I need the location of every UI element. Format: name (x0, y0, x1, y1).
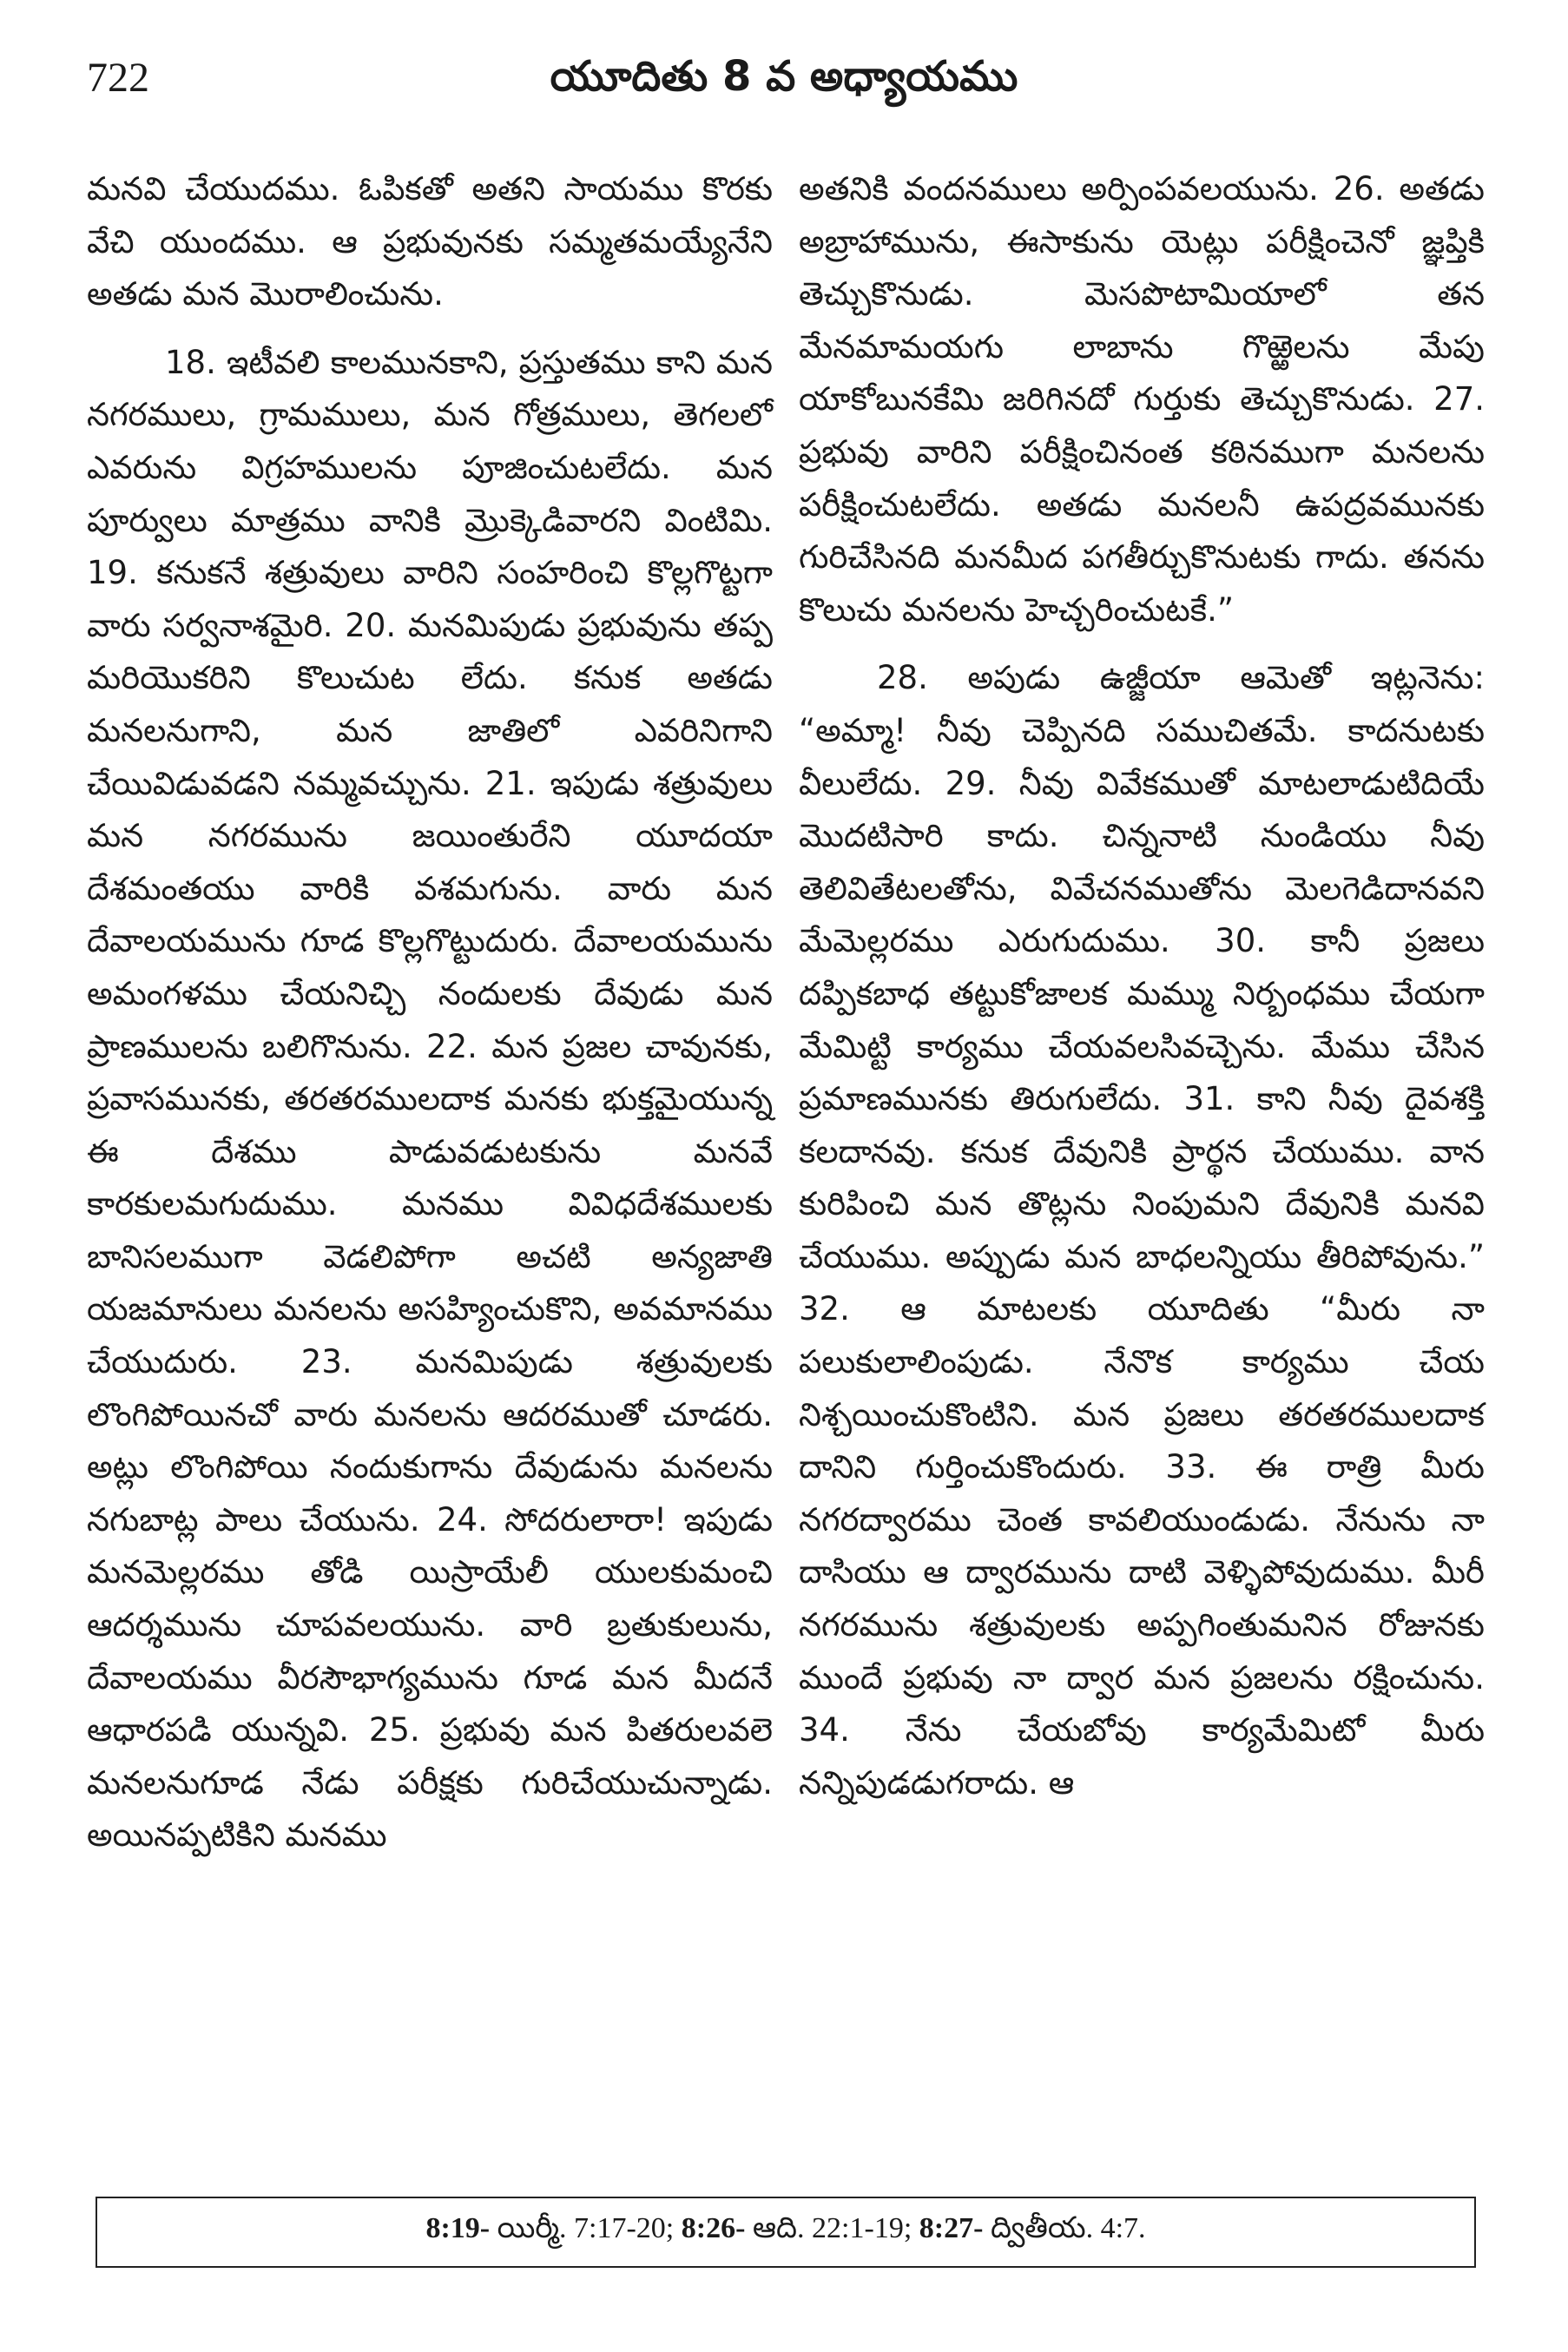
footnote-text: యిర్మీ. 7:17-20; (490, 2212, 682, 2244)
footnote-ref: 8:19- (425, 2212, 491, 2244)
footnote-text: ద్వితీయ. 4:7. (983, 2212, 1146, 2244)
footnote-text: ఆది. 22:1-19; (745, 2212, 919, 2244)
footnote-ref: 8:27- (919, 2212, 984, 2244)
cross-reference-footnote (96, 2197, 1476, 2268)
paragraph: అతనికి వందనములు అర్పింపవలయును. 26. అతడు అబ్రాహామును, ఈసాకును యెట్లు పరీక్షించెనో జ్ఞప్తికి తెచ్చుకొనుడు. మెసపొటామియాలో తన మేనమామయగు లాబాను గొఱ్ఱెలను మేపు యాకోబునకేమి జరిగినదో గుర్తుకు తెచ్చుకొనుడు. 27. ప్రభువు వారిని పరీక్షించినంత కఠినముగా మనలను పరీక్షించుటలేదు. అతడు మనలనీ ఉపద్రవమునకు గురిచేసినది మనమీద పగతీర్చుకొనుటకు గాదు. తనను కొలుచు మనలను హెచ్చరించుటకే.” (799, 170, 1485, 629)
footnote-ref: 8:26- (681, 2212, 746, 2244)
running-title: యూదితు 8 వ అధ్యాయము (550, 52, 1018, 101)
paragraph: 28. అపుడు ఉజ్జీయా ఆమెతో ఇట్లనెను: “అమ్మా! నీవు చెప్పినది సముచితమే. కాదనుటకు వీలులేదు. 29. నీవు వివేకముతో మాటలాడుటిదియే మొదటిసారి కాదు. చిన్ననాటి నుండియు నీవు తెలివితేటలతోను, వివేచనముతోను మెలగెడిదానవని మేమెల్లరము ఎరుగుదుము. 30. కానీ ప్రజలు దప్పికబాధ తట్టుకోజాలక మమ్ము నిర్బంధము చేయగా మేమిట్టి కార్యము చేయవలసివచ్చెను. మేము చేసిన ప్రమాణమునకు తిరుగులేదు. 31. కాని నీవు దైవశక్తి కలదానవు. కనుక దేవునికి ప్రార్థన చేయుము. వాన కురిపించి మన తొట్లను నింపుమని దేవునికి మనవి చేయుము. అప్పుడు మన బాధలన్నియు తీరిపోవును.” 32. ఆ మాటలకు యూదితు “మీరు నా పలుకులాలింపుడు. నేనొక కార్యము చేయ నిశ్చయించుకొంటిని. మన ప్రజలు తరతరములదాక దానిని గుర్తించుకొందురు. 33. ఈ రాత్రి మీరు నగరద్వారము చెంత కావలియుండుడు. నేనును నా దాసియు ఆ ద్వారమును దాటి వెళ్ళిపోవుదుము. మీరీ నగరమును శత్రువులకు అప్పగింతుమనిన రోజునకు ముందే ప్రభువు నా ద్వార మన ప్రజలను రక్షించును. 34. నేను చేయబోవు కార్యమేమిటో మీరు నన్నిపుడడుగరాదు. ఆ (799, 659, 1485, 1802)
right-column (799, 163, 1485, 1809)
paragraph: మనవి చేయుదము. ఓపికతో అతని సాయము కొరకు వేచి యుందము. ఆ ప్రభువునకు సమ్మతమయ్యేనేని అతడు మన మొరాలించును. (87, 170, 773, 313)
left-column (87, 163, 773, 1862)
page-number: 722 (87, 55, 149, 101)
paragraph: 18. ఇటీవలి కాలమునకాని, ప్రస్తుతము కాని మన నగరములు, గ్రామములు, మన గోత్రములు, తెగలలో ఎవరును విగ్రహములను పూజించుటలేదు. మన పూర్వులు మాత్రము వానికి మ్రొక్కెడివారని వింటిమి. 19. కనుకనే శత్రువులు వారిని సంహరించి కొల్లగొట్టగా వారు సర్వనాశమైరి. 20. మనమిపుడు ప్రభువును తప్ప మరియొకరిని కొలుచుట లేదు. కనుక అతడు మనలనుగాని, మన జాతిలో ఎవరినిగాని చేయివిడువడని నమ్మవచ్చును. 21. ఇపుడు శత్రువులు మన నగరమును జయింతురేని యూదయా దేశమంతయు వారికి వశమగును. వారు మన దేవాలయమును గూడ కొల్లగొట్టుదురు. దేవాలయమును అమంగళము చేయనిచ్చి నందులకు దేవుడు మన ప్రాణములను బలిగొనును. 22. మన ప్రజల చావునకు, ప్రవాసమునకు, తరతరములదాక మనకు భుక్తమైయున్న ఈ దేశము పాడువడుటకును మనవే కారకులమగుదుము. మనము వివిధదేశములకు బానిసలముగా వెడలిపోగా అచటి అన్యజాతి యజమానులు మనలను అసహ్యించుకొని, అవమానము చేయుదురు. 23. మనమిపుడు శత్రువులకు లొంగిపోయినచో వారు మనలను ఆదరముతో చూడరు. అట్లు లొంగిపోయి నందుకుగాను దేవుడును మనలను నగుబాట్ల పాలు చేయును. 24. సోదరులారా! ఇపుడు మనమెల్లరము తోడి యిస్రాయేలీ యులకుమంచి ఆదర్శమును చూపవలయును. వారి బ్రతుకులును, దేవాలయము వీరసౌభాగ్యమును గూడ మన మీదనే ఆధారపడి యున్నవి. 25. ప్రభువు మన పితరులవలె మనలనుగూడ నేడు పరీక్షకు గురిచేయుచున్నాడు. అయినప్పటికిని మనము (87, 343, 773, 1855)
page-header (87, 45, 1481, 123)
